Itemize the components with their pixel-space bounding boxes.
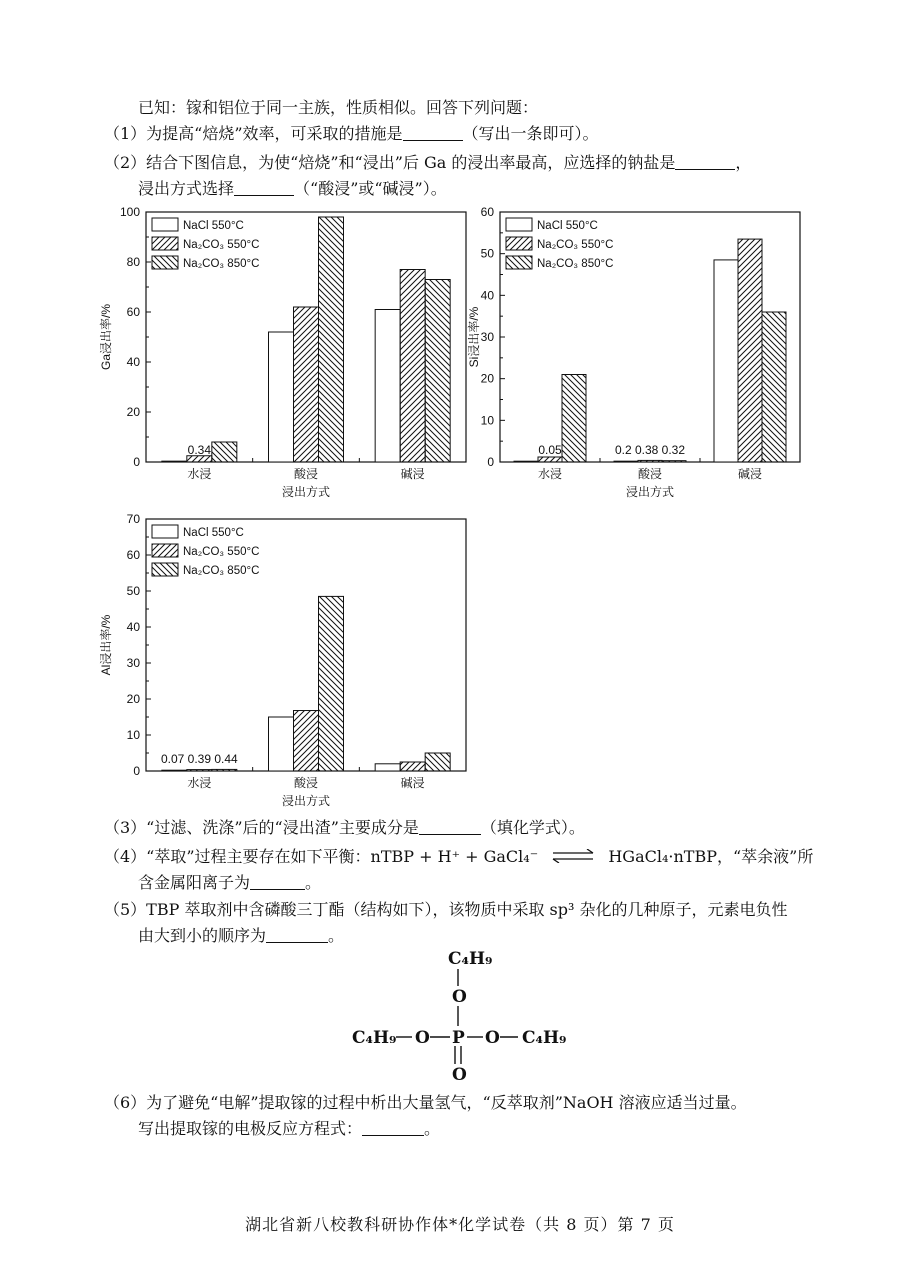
question-4-text-2: HGaCl₄·nTBP，“萃余液”所 — [608, 847, 814, 866]
bar — [400, 762, 425, 771]
bar — [212, 769, 237, 771]
x-tick-label: 水浸 — [187, 776, 212, 790]
bar — [762, 312, 786, 462]
y-tick-label: 0 — [133, 764, 140, 778]
y-tick-label: 10 — [126, 728, 140, 742]
question-6-text-2: 写出提取镓的电极反应方程式： — [138, 1119, 363, 1138]
bar — [269, 717, 294, 771]
bar — [425, 753, 450, 771]
answer-blank[interactable] — [250, 873, 305, 890]
bar — [738, 239, 762, 462]
chart-al — [96, 505, 476, 815]
answer-blank[interactable] — [362, 1119, 424, 1136]
page-footer: 湖北省新八校教科研协作体*化学试卷（共 8 页）第 7 页 — [245, 1215, 675, 1234]
x-tick-label: 酸浸 — [293, 467, 319, 481]
legend-swatch — [152, 237, 178, 250]
question-4-cont — [138, 872, 321, 894]
bar — [162, 770, 187, 771]
bonds — [396, 969, 518, 1064]
bar — [538, 457, 562, 462]
intro-text: 已知：镓和铝位于同一主族，性质相似。回答下列问题： — [138, 98, 539, 117]
question-3-note: （填化学式）。 — [480, 818, 585, 837]
bar — [319, 596, 344, 771]
question-2 — [104, 152, 751, 174]
y-tick-label: 0 — [487, 455, 494, 469]
bar — [319, 217, 344, 462]
right-oxygen-label: O — [485, 1028, 500, 1048]
question-4-text: （4）“萃取”过程主要存在如下平衡：nTBP + H⁺ + GaCl₄⁻ — [104, 847, 539, 866]
answer-blank[interactable] — [266, 926, 328, 943]
bar — [562, 375, 586, 463]
bar — [400, 270, 425, 463]
bar — [212, 442, 237, 462]
legend-swatch — [506, 237, 532, 250]
answer-blank[interactable] — [403, 124, 463, 141]
y-tick-label: 20 — [126, 405, 140, 419]
legend-swatch — [152, 525, 178, 538]
question-5 — [104, 899, 788, 921]
question-4-text-3: 含金属阳离子为 — [138, 873, 251, 892]
question-3-text: （3）“过滤、洗涤”后的“浸出渣”主要成分是 — [104, 818, 419, 837]
legend-label: Na₂CO₃ 550°C — [537, 239, 614, 251]
equilibrium-arrow-icon — [551, 849, 595, 863]
x-tick-label: 碱浸 — [400, 467, 425, 481]
left-butyl-label: C₄H₉ — [352, 1028, 397, 1048]
bar — [162, 461, 187, 462]
left-oxygen-label: O — [415, 1028, 430, 1048]
question-2-comma: ， — [735, 153, 752, 172]
question-5-text: （5）TBP 萃取剂中含磷酸三丁酯（结构如下），该物质中采取 sp³ 杂化的几种原子，元素电负性 — [104, 900, 788, 919]
phosphorus-label: P — [452, 1028, 465, 1048]
question-2-note: （“酸浸”或“碱浸”）。 — [294, 179, 447, 198]
legend-label: Na₂CO₃ 850°C — [183, 258, 260, 270]
y-tick-label: 30 — [126, 656, 140, 670]
question-6-text: （6）为了避免“电解”提取镓的过程中析出大量氢气，“反萃取剂”NaOH 溶液应适当过量。 — [104, 1093, 747, 1112]
y-tick-label: 60 — [126, 305, 140, 319]
bar — [662, 461, 686, 462]
y-tick-label: 60 — [126, 548, 140, 562]
x-tick-label: 水浸 — [537, 467, 563, 481]
legend-label: Na₂CO₃ 850°C — [537, 258, 614, 270]
data-label: 0.2 0.38 0.32 — [614, 443, 686, 457]
legend-swatch — [152, 544, 178, 557]
legend-label: Na₂CO₃ 550°C — [183, 239, 260, 251]
chart-ga-svg — [96, 198, 476, 508]
bar — [294, 711, 319, 771]
x-axis-label: 浸出方式 — [281, 485, 331, 499]
answer-blank[interactable] — [675, 153, 735, 170]
question-4 — [104, 846, 813, 868]
bar — [638, 460, 662, 462]
legend-swatch — [152, 218, 178, 231]
top-butyl-label: C₄H₉ — [448, 949, 493, 969]
y-tick-label: 60 — [480, 205, 494, 219]
x-axis-label: 浸出方式 — [625, 485, 675, 499]
y-axis-label: Ga浸出率/% — [99, 303, 113, 371]
chart-ga — [96, 198, 476, 508]
chart-al-svg — [96, 505, 476, 815]
legend-label: NaCl 550°C — [537, 220, 598, 232]
question-3 — [104, 817, 585, 839]
x-tick-label: 水浸 — [187, 467, 212, 481]
question-1 — [104, 123, 599, 145]
y-tick-label: 0 — [133, 455, 140, 469]
x-tick-label: 酸浸 — [637, 467, 663, 481]
question-2-text-2: 浸出方式选择 — [138, 179, 235, 198]
tbp-structure — [352, 940, 592, 1088]
answer-blank[interactable] — [234, 179, 294, 196]
question-2-text: （2）结合下图信息，为使“焙烧”和“浸出”后 Ga 的浸出率最高，应选择的钠盐是 — [104, 153, 676, 172]
y-tick-label: 40 — [126, 620, 140, 634]
x-tick-label: 碱浸 — [400, 776, 425, 790]
data-label: 0.34 — [187, 443, 212, 457]
question-6 — [104, 1092, 747, 1114]
y-tick-label: 50 — [126, 584, 140, 598]
y-tick-label: 40 — [480, 288, 494, 303]
bar — [269, 332, 294, 462]
legend-label: NaCl 550°C — [183, 220, 244, 232]
y-tick-label: 30 — [480, 330, 494, 344]
data-label: 0.05 — [538, 443, 562, 457]
question-5-period: 。 — [328, 926, 345, 945]
question-1-text: （1）为提高“焙烧”效率，可采取的措施是 — [104, 124, 403, 143]
bar — [187, 770, 212, 771]
right-butyl-label: C₄H₉ — [522, 1028, 567, 1048]
y-tick-label: 40 — [126, 355, 140, 369]
bottom-oxygen-label: O — [452, 1065, 467, 1085]
y-axis-label: Si浸出率/% — [467, 306, 481, 368]
question-2-cont — [138, 178, 447, 200]
bar — [294, 307, 319, 462]
y-axis-label: Al浸出率/% — [99, 614, 113, 676]
legend-swatch — [506, 256, 532, 269]
x-tick-label: 酸浸 — [293, 776, 319, 790]
question-6-cont — [138, 1118, 440, 1140]
question-5-text-2: 由大到小的顺序为 — [138, 926, 267, 945]
x-tick-label: 碱浸 — [737, 467, 763, 481]
y-tick-label: 20 — [480, 371, 494, 386]
answer-blank[interactable] — [419, 818, 481, 835]
data-label: 0.07 0.39 0.44 — [160, 752, 238, 766]
x-axis-label: 浸出方式 — [281, 794, 331, 808]
y-tick-label: 20 — [126, 692, 140, 706]
y-tick-label: 100 — [119, 205, 140, 219]
bar — [714, 260, 738, 462]
question-5-cont — [138, 925, 344, 947]
bar — [425, 280, 450, 463]
legend-label: Na₂CO₃ 550°C — [183, 546, 260, 558]
bar — [375, 764, 400, 771]
bar — [514, 461, 538, 462]
y-tick-label: 80 — [126, 255, 140, 269]
y-tick-label: 70 — [126, 512, 140, 526]
question-1-note: （写出一条即可）。 — [462, 124, 599, 143]
question-4-period: 。 — [305, 873, 322, 892]
top-oxygen-label: O — [452, 987, 467, 1007]
question-6-period: 。 — [424, 1119, 441, 1138]
chart-si — [466, 198, 826, 508]
legend-label: Na₂CO₃ 850°C — [183, 565, 260, 577]
legend-swatch — [152, 256, 178, 269]
y-tick-label: 10 — [480, 413, 494, 428]
bar — [375, 310, 400, 463]
legend-swatch — [152, 563, 178, 576]
legend-label: NaCl 550°C — [183, 527, 244, 539]
bar — [614, 461, 638, 462]
legend-swatch — [506, 218, 532, 231]
y-tick-label: 50 — [480, 246, 494, 261]
tbp-structure-svg — [352, 940, 592, 1088]
chart-si-svg — [466, 198, 826, 508]
